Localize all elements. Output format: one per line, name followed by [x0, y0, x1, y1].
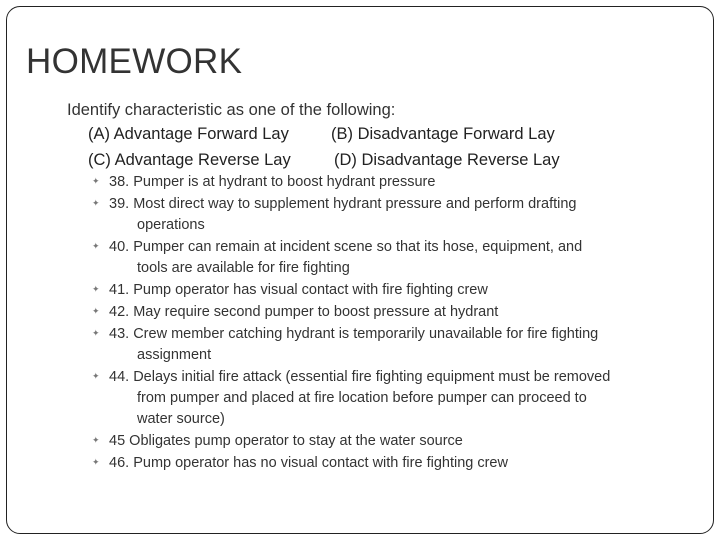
item-text: Most direct way to supplement hydrant pressure and perform drafting operations [133, 196, 577, 233]
list-item [92, 171, 612, 193]
item-number: 40. [109, 239, 130, 255]
instruction-text: Identify characteristic as one of the following: [67, 101, 396, 119]
bullet-glyph-icon: ✦ [92, 371, 100, 381]
item-number: 39. [109, 196, 130, 212]
item-number: 44. [109, 369, 130, 385]
item-number: 38. [109, 174, 130, 190]
bullet-glyph-icon: ✦ [92, 306, 100, 316]
option-b: (B) Disadvantage Forward Lay [331, 125, 555, 143]
list-item [92, 323, 612, 366]
item-number: 46. [109, 455, 130, 471]
item-number: 41. [109, 282, 130, 298]
item-text: Pump operator has visual contact with fire fighting crew [133, 282, 488, 298]
option-d: (D) Disadvantage Reverse Lay [334, 151, 560, 169]
options-row-1 [88, 121, 608, 147]
option-a: (A) Advantage Forward Lay [88, 125, 289, 143]
item-text: Obligates pump operator to stay at the water source [129, 433, 463, 449]
option-c: (C) Advantage Reverse Lay [88, 151, 291, 169]
list-item [92, 279, 612, 301]
bullet-glyph-icon: ✦ [92, 198, 100, 208]
bullet-glyph-icon: ✦ [92, 435, 100, 445]
item-text: Pump operator has no visual contact with fire fighting crew [133, 455, 508, 471]
options-row-2 [88, 147, 608, 173]
item-text: May require second pumper to boost pressure at hydrant [133, 304, 499, 320]
question-list [92, 171, 612, 474]
bullet-glyph-icon: ✦ [92, 284, 100, 294]
list-item [92, 236, 612, 279]
item-text: Pumper is at hydrant to boost hydrant pressure [133, 174, 436, 190]
item-number: 45 [109, 433, 126, 449]
slide-title: HOMEWORK [26, 42, 243, 81]
bullet-glyph-icon: ✦ [92, 176, 100, 186]
bullet-glyph-icon: ✦ [92, 241, 100, 251]
list-item [92, 366, 612, 430]
list-item [92, 452, 612, 474]
item-text: Crew member catching hydrant is temporarily unavailable for fire fighting assignment [133, 326, 599, 363]
list-item [92, 430, 612, 452]
item-text: Pumper can remain at incident scene so that its hose, equipment, and tools are available for fire fighting [133, 239, 583, 276]
item-number: 42. [109, 304, 130, 320]
bullet-glyph-icon: ✦ [92, 457, 100, 467]
list-item [92, 193, 612, 236]
item-text: Delays initial fire attack (essential fire fighting equipment must be removed from pumper and placed at fire location before pumper can proceed to water source) [133, 369, 611, 427]
bullet-glyph-icon: ✦ [92, 328, 100, 338]
item-number: 43. [109, 326, 130, 342]
list-item [92, 301, 612, 323]
